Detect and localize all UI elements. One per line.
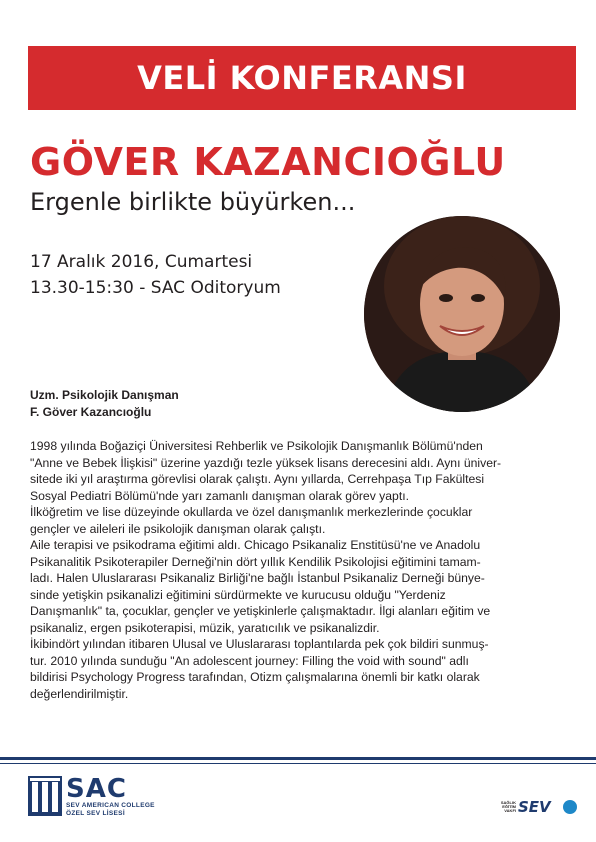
sev-logo-text: SEV [518,798,551,816]
credential-title: Uzm. Psikolojik Danışman [30,388,179,402]
event-time-place: 13.30-15:30 - SAC Oditoryum [30,278,281,298]
bio-line: psikanaliz, ergen psikoterapisi, müzik, yaratıcılık ve psikanalizdir. [30,620,380,635]
bio-line: Psikanalitik Psikoterapiler Derneği'nin dört yıllık Kendilik Psikolojisi eğitimini tamam- [30,554,481,569]
sac-college-name: SEV AMERICAN COLLEGE [66,802,155,809]
sev-logo [498,798,577,816]
footer-divider [0,757,596,760]
sac-school-name: ÖZEL SEV LİSESİ [66,810,125,817]
bio-line: bildirisi Psychology Progress tarafından, Otizm çalışmalarına önemli bir katkı olarak [30,670,480,684]
conference-banner [28,46,576,110]
sev-tagline: SAĞLIK EĞİTİM VAKFI [500,800,516,813]
bio-line: sinde yetişkin psikanalizi eğitimini sürdürmekte ve kurucusu olduğu "Yerdeniz [30,587,446,602]
bio-line: Danışmanlık" ta, çocuklar, gençler ve yetişkinlerle çalışmaktadır. İlgi alanları eğitim ve [30,604,491,618]
bio-line: Aile terapisi ve psikodrama eğitimi aldı. Chicago Psikanaliz Enstitüsü'ne ve Anadolu [30,538,481,552]
bio-line: sitede iki yıl araştırma görevlisi olarak çalıştı. Aynı yıllarda, Cerrehpaşa Tıp Fakültesi [30,472,485,486]
speaker-name: GÖVER KAZANCIOĞLU [30,140,506,184]
bio-line: İlköğretim ve lise düzeyinde okullarda ve özel danışmanlık merkezlerinde çocuklar [30,505,473,519]
bio-line: 1998 yılında Boğaziçi Üniversitesi Rehberlik ve Psikolojik Danışmanlık Bölümü'nden [30,439,483,453]
credential-name: F. Göver Kazancıoğlu [30,405,152,419]
bio-line: Sosyal Pediatri Bölümü'nde yarı zamanlı danışman olarak görev yaptı. [30,488,409,503]
sev-emblem-icon [563,800,577,814]
speaker-photo [364,216,560,412]
footer-divider-thin [0,763,596,764]
event-date: 17 Aralık 2016, Cumartesi [30,252,253,272]
speaker-portrait-image [364,216,560,412]
bio-line: tur. 2010 yılında sunduğu "An adolescent journey: Filling the void with sound" adlı [30,653,469,668]
sac-building-icon [28,776,62,816]
sac-logo [28,776,155,818]
bio-line: gençler ve aileleri ile psikolojik danışman olarak çalıştı. [30,521,326,536]
bio-line: İkibindört yılından itibaren Ulusal ve Uluslararası toplantılarda pek çok bildiri sunmuş- [30,637,489,651]
bio-line: değerlendirilmiştir. [30,686,129,701]
talk-topic: Ergenle birlikte büyürken... [30,188,356,216]
sac-logo-text: SAC [66,774,127,804]
biography [30,438,570,702]
bio-line: "Anne ve Bebek İlişkisi" üzerine yazdığı tezle yüksek lisans derecesini aldı. Aynı üniver- [30,455,502,470]
bio-line: ladı. Halen Uluslararası Psikanaliz Birliği'ne bağlı İstanbul Psikanaliz Derneği bünye- [30,571,485,585]
banner-title: VELİ KONFERANSI [137,59,467,97]
